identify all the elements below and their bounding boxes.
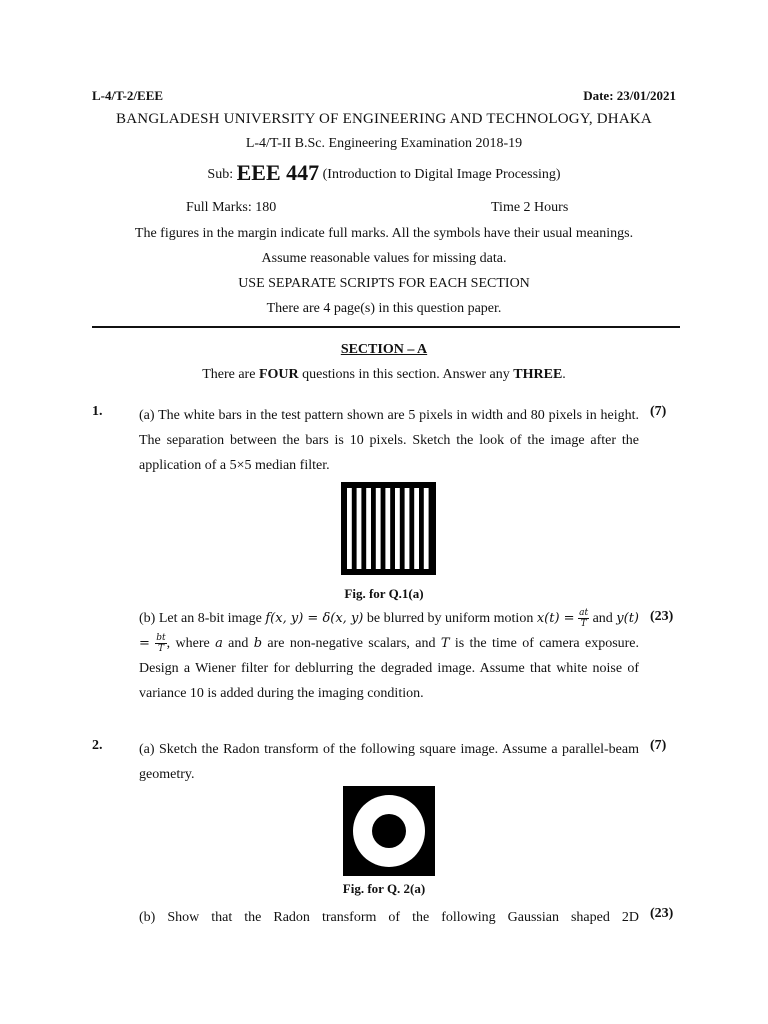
header-divider	[92, 326, 680, 328]
question-number-2: 2.	[92, 738, 103, 753]
instruction-scripts: USE SEPARATE SCRIPTS FOR EACH SECTION	[238, 276, 530, 291]
white-bar	[414, 488, 419, 569]
paper-code: L-4/T-2/EEE	[92, 88, 164, 103]
white-bar	[366, 488, 371, 569]
exam-duration: Time 2 Hours	[491, 200, 569, 215]
question-1b-marks: (23)	[650, 609, 674, 624]
white-bar	[357, 488, 362, 569]
exam-title: L-4/T-II B.Sc. Engineering Examination 2018-19	[245, 136, 523, 151]
figure-caption-q1a: Fig. for Q.1(a)	[344, 586, 424, 601]
question-1a-text: (a) The white bars in the test pattern shown are 5 pixels in width and 80 pixels in height. The separation between the bars is 10 pixels. Sketch the look of the image after the application of a 5×5 median filter.	[139, 408, 639, 473]
instruction-pages: There are 4 page(s) in this question paper.	[266, 301, 502, 316]
fraction-bt-over-t: $\frac{bt}{T}$	[156, 633, 166, 655]
subject-label: Sub:	[207, 167, 234, 182]
white-bar	[347, 488, 352, 569]
subject-title: (Introduction to Digital Image Processing)	[322, 167, 561, 182]
black-center-disk	[372, 814, 406, 848]
ring-square-figure	[343, 786, 435, 876]
question-1b-text: (b) Let an 8-bit image f(x, y) = δ(x, y) be blurred by uniform motion x(t) = $\frac{at}{T}$ and y(t) = $\frac{bt}{T}$ , where a and b are non-negative scalars, and T is the time of camera exposure. Design a Wiener filter for deblurring the degraded image. Assume that white noise of variance 10 is added during the imaging condition.	[139, 608, 640, 701]
instruction-marks: The figures in the margin indicate full marks. All the symbols have their usual meanings.	[134, 226, 634, 241]
subject-code: EEE 447	[236, 160, 320, 185]
figure-caption-q2a: Fig. for Q. 2(a)	[342, 881, 426, 896]
section-title: SECTION – A	[340, 342, 428, 357]
question-2b-marks: (23)	[650, 906, 674, 921]
university-name: BANGLADESH UNIVERSITY OF ENGINEERING AND TECHNOLOGY, DHAKA	[116, 111, 652, 127]
section-intro: There are FOUR questions in this section. Answer any THREE.	[202, 367, 566, 382]
bar-test-pattern-figure	[341, 482, 436, 575]
fraction-at-over-t: $\frac{at}{T}$	[579, 608, 589, 630]
exam-date: Date: 23/01/2021	[583, 88, 676, 103]
white-bar	[376, 488, 381, 569]
full-marks: Full Marks: 180	[186, 200, 277, 215]
question-2a-text: (a) Sketch the Radon transform of the following square image. Assume a parallel-beam geometry.	[139, 742, 639, 782]
subject-line	[0, 160, 768, 186]
white-bar	[385, 488, 390, 569]
white-bar	[424, 488, 429, 569]
instruction-missing-data: Assume reasonable values for missing data.	[261, 251, 507, 266]
question-2b-text: (b) Show that the Radon transform of the following Gaussian shaped 2D	[139, 910, 639, 925]
white-bars	[347, 488, 429, 569]
white-bar	[405, 488, 410, 569]
white-bar	[395, 488, 400, 569]
question-2a-marks: (7)	[650, 738, 667, 753]
question-1a-marks: (7)	[650, 404, 667, 419]
question-number-1: 1.	[92, 404, 103, 419]
